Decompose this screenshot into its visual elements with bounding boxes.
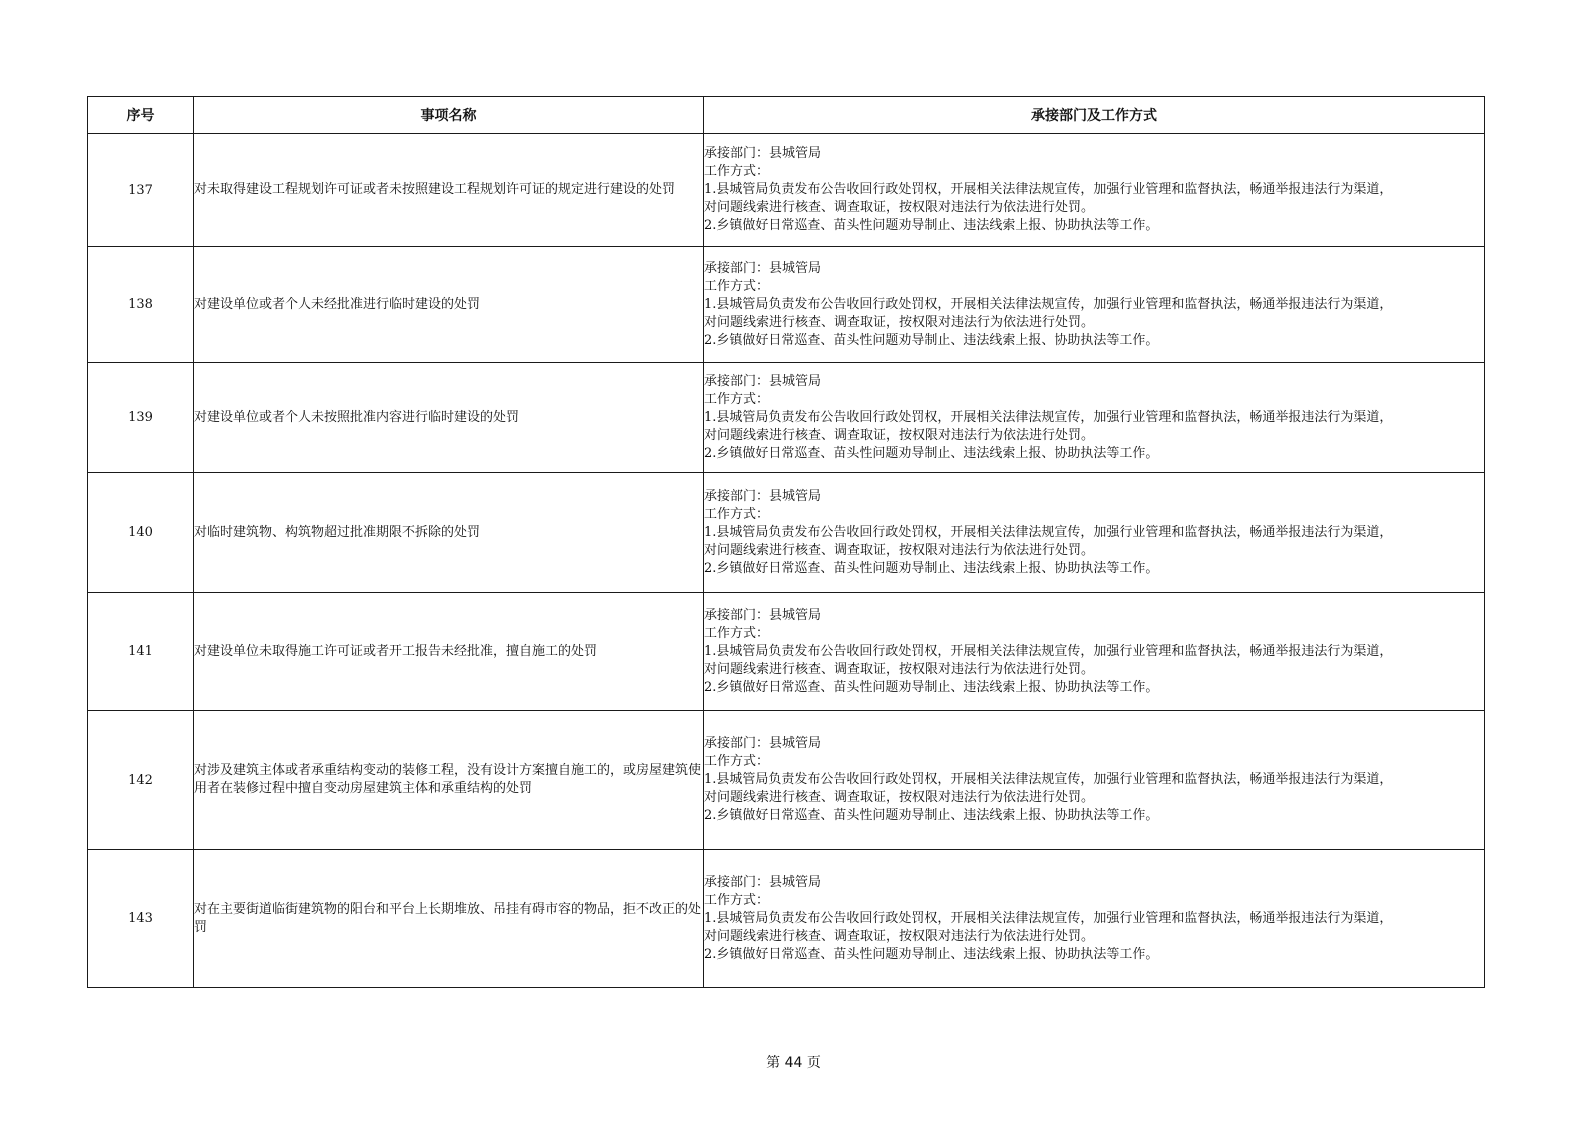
method-line: 工作方式： (704, 506, 770, 522)
department-line: 承接部门：县城管局 (704, 260, 822, 276)
method-line: 工作方式： (704, 892, 770, 908)
method-line: 对问题线索进行核查、调查取证，按权限对违法行为依法进行处罚。 (704, 427, 1095, 443)
table-header-row (88, 97, 1485, 134)
department-line: 承接部门：县城管局 (704, 736, 822, 751)
method-line: 对问题线索进行核查、调查取证，按权限对违法行为依法进行处罚。 (704, 661, 1095, 677)
row-item-name: 对建设单位未取得施工许可证或者开工报告未经批准，擅自施工的处罚 (194, 593, 704, 711)
row-item-name: 对临时建筑物、构筑物超过批准期限不拆除的处罚 (194, 473, 704, 593)
row-seq-number: 140 (88, 473, 194, 593)
row-seq-number: 139 (88, 363, 194, 473)
department-line: 承接部门：县城管局 (704, 146, 822, 161)
method-line: 2.乡镇做好日常巡查、苗头性问题劝导制止、违法线索上报、协助执法等工作。 (704, 218, 1159, 233)
method-line: 工作方式： (704, 625, 770, 641)
row-department-method (704, 593, 1485, 711)
method-line: 1.县城管局负责发布公告收回行政处罚权，开展相关法律法规宣传，加强行业管理和监督执法，畅通举报违法行为渠道， (704, 910, 1393, 926)
department-line: 承接部门：县城管局 (704, 373, 822, 389)
table-row (88, 247, 1485, 363)
row-item-name: 对建设单位或者个人未按照批准内容进行临时建设的处罚 (194, 363, 704, 473)
method-line: 对问题线索进行核查、调查取证，按权限对违法行为依法进行处罚。 (704, 928, 1095, 944)
method-line: 2.乡镇做好日常巡查、苗头性问题劝导制止、违法线索上报、协助执法等工作。 (704, 332, 1159, 348)
method-line: 2.乡镇做好日常巡查、苗头性问题劝导制止、违法线索上报、协助执法等工作。 (704, 679, 1159, 695)
row-item-name: 对涉及建筑主体或者承重结构变动的装修工程，没有设计方案擅自施工的，或房屋建筑使用者在装修过程中擅自变动房屋建筑主体和承重结构的处罚 (194, 711, 704, 850)
row-seq-number: 138 (88, 247, 194, 363)
row-seq-number: 143 (88, 850, 194, 988)
header-seq: 序号 (88, 97, 194, 134)
table-row (88, 593, 1485, 711)
method-line: 对问题线索进行核查、调查取证，按权限对违法行为依法进行处罚。 (704, 200, 1095, 215)
row-department-method (704, 711, 1485, 850)
department-line: 承接部门：县城管局 (704, 488, 822, 504)
table-row (88, 473, 1485, 593)
header-item-name: 事项名称 (194, 97, 704, 134)
method-line: 对问题线索进行核查、调查取证，按权限对违法行为依法进行处罚。 (704, 542, 1095, 558)
row-seq-number: 141 (88, 593, 194, 711)
method-line: 1.县城管局负责发布公告收回行政处罚权，开展相关法律法规宣传，加强行业管理和监督执法，畅通举报违法行为渠道， (704, 772, 1393, 787)
row-department-method (704, 363, 1485, 473)
row-item-name: 对建设单位或者个人未经批准进行临时建设的处罚 (194, 247, 704, 363)
table-row (88, 711, 1485, 850)
method-line: 1.县城管局负责发布公告收回行政处罚权，开展相关法律法规宣传，加强行业管理和监督执法，畅通举报违法行为渠道， (704, 643, 1393, 659)
department-line: 承接部门：县城管局 (704, 607, 822, 623)
row-item-name: 对未取得建设工程规划许可证或者未按照建设工程规划许可证的规定进行建设的处罚 (194, 134, 704, 247)
method-line: 工作方式： (704, 754, 770, 769)
method-line: 2.乡镇做好日常巡查、苗头性问题劝导制止、违法线索上报、协助执法等工作。 (704, 560, 1159, 576)
method-line: 工作方式： (704, 391, 770, 407)
row-seq-number: 137 (88, 134, 194, 247)
items-table (87, 96, 1485, 988)
table-row (88, 850, 1485, 988)
method-line: 1.县城管局负责发布公告收回行政处罚权，开展相关法律法规宣传，加强行业管理和监督执法，畅通举报违法行为渠道， (704, 182, 1393, 197)
page-number: 第 44 页 (766, 1055, 821, 1071)
table-row (88, 363, 1485, 473)
method-line: 2.乡镇做好日常巡查、苗头性问题劝导制止、违法线索上报、协助执法等工作。 (704, 946, 1159, 962)
method-line: 工作方式： (704, 278, 770, 294)
header-department-method: 承接部门及工作方式 (704, 97, 1485, 134)
row-item-name: 对在主要街道临街建筑物的阳台和平台上长期堆放、吊挂有碍市容的物品，拒不改正的处罚 (194, 850, 704, 988)
method-line: 1.县城管局负责发布公告收回行政处罚权，开展相关法律法规宣传，加强行业管理和监督执法，畅通举报违法行为渠道， (704, 409, 1393, 425)
method-line: 对问题线索进行核查、调查取证，按权限对违法行为依法进行处罚。 (704, 790, 1095, 805)
department-line: 承接部门：县城管局 (704, 874, 822, 890)
table-row (88, 134, 1485, 247)
method-line: 工作方式： (704, 164, 770, 179)
row-department-method (704, 247, 1485, 363)
method-line: 2.乡镇做好日常巡查、苗头性问题劝导制止、违法线索上报、协助执法等工作。 (704, 808, 1159, 823)
method-line: 2.乡镇做好日常巡查、苗头性问题劝导制止、违法线索上报、协助执法等工作。 (704, 445, 1159, 461)
method-line: 1.县城管局负责发布公告收回行政处罚权，开展相关法律法规宣传，加强行业管理和监督执法，畅通举报违法行为渠道， (704, 524, 1393, 540)
row-department-method (704, 134, 1485, 247)
row-department-method (704, 850, 1485, 988)
row-department-method (704, 473, 1485, 593)
method-line: 对问题线索进行核查、调查取证，按权限对违法行为依法进行处罚。 (704, 314, 1095, 330)
row-seq-number: 142 (88, 711, 194, 850)
method-line: 1.县城管局负责发布公告收回行政处罚权，开展相关法律法规宣传，加强行业管理和监督执法，畅通举报违法行为渠道， (704, 296, 1393, 312)
